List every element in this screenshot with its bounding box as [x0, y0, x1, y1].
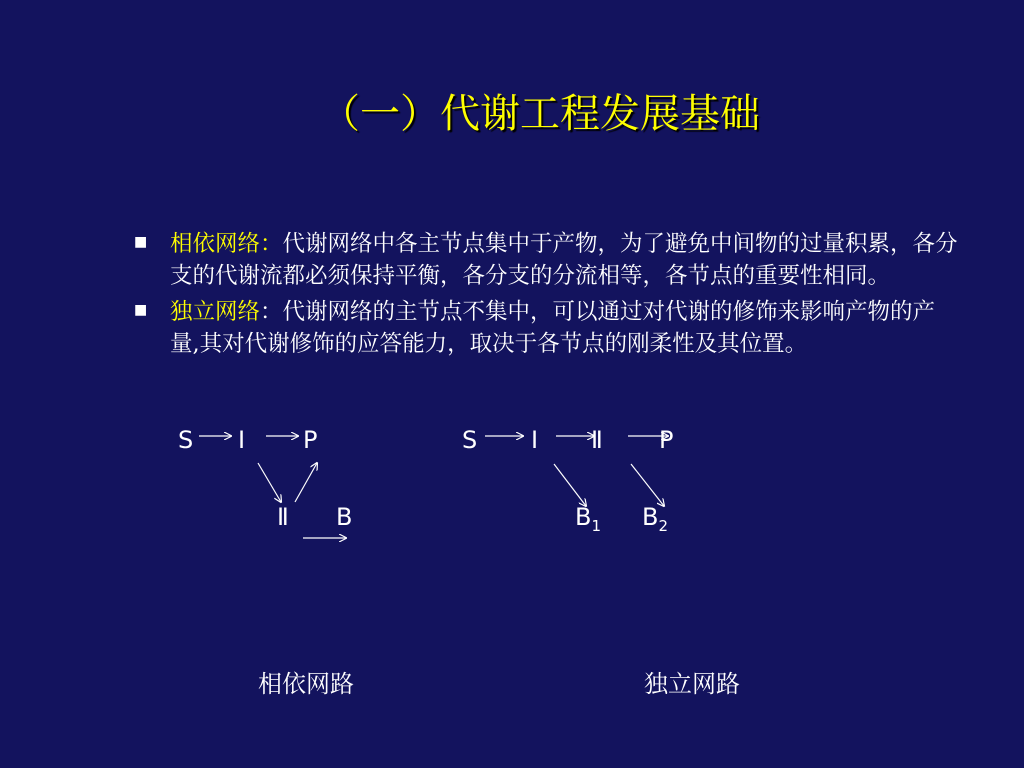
- right-node-b1: [575, 503, 601, 540]
- right-node-p: P: [659, 426, 674, 454]
- left-network-caption: 相依网路: [258, 670, 354, 698]
- b2-letter: B: [642, 503, 659, 531]
- bullet-term: 独立网络: [170, 299, 261, 325]
- right-node-ii: Ⅱ: [591, 426, 603, 454]
- right-node-b2: [642, 503, 668, 540]
- bullet-text: 代谢网络中各主节点集中于产物，为了避免中间物的过量积累，各分支的代谢流都必须保持平衡，各分支的分流相等，各节点的重要性相同。: [170, 231, 958, 289]
- square-bullet-icon: ■: [134, 302, 148, 318]
- arrow-ii-to-p-left: [295, 463, 317, 502]
- left-node-p: P: [303, 426, 318, 454]
- right-node-s: S: [462, 426, 478, 454]
- arrow-i-to-b1-right: [554, 464, 586, 506]
- bullet-text: ：代谢网络的主节点不集中，可以通过对代谢的修饰来影响产物的产量,其对代谢修饰的应答能力，取决于各节点的刚柔性及其位置。: [170, 299, 936, 357]
- left-node-b: B: [336, 503, 353, 531]
- arrow-i-to-ii-left: [258, 463, 281, 502]
- slide-title: （一）代谢工程发展基础: [320, 91, 760, 137]
- arrow-ii-to-b2-right: [631, 464, 664, 506]
- square-bullet-icon: ■: [134, 234, 148, 250]
- left-node-ii: Ⅱ: [277, 503, 289, 531]
- left-node-i: I: [238, 426, 246, 454]
- b1-letter: B: [575, 503, 592, 531]
- bullet-term: 相依网络：: [170, 231, 283, 257]
- b1-subscript: 1: [591, 517, 602, 535]
- right-network-caption: 独立网路: [644, 670, 740, 698]
- right-node-i: I: [531, 426, 539, 454]
- left-node-s: S: [178, 426, 194, 454]
- b2-subscript: 2: [658, 517, 669, 535]
